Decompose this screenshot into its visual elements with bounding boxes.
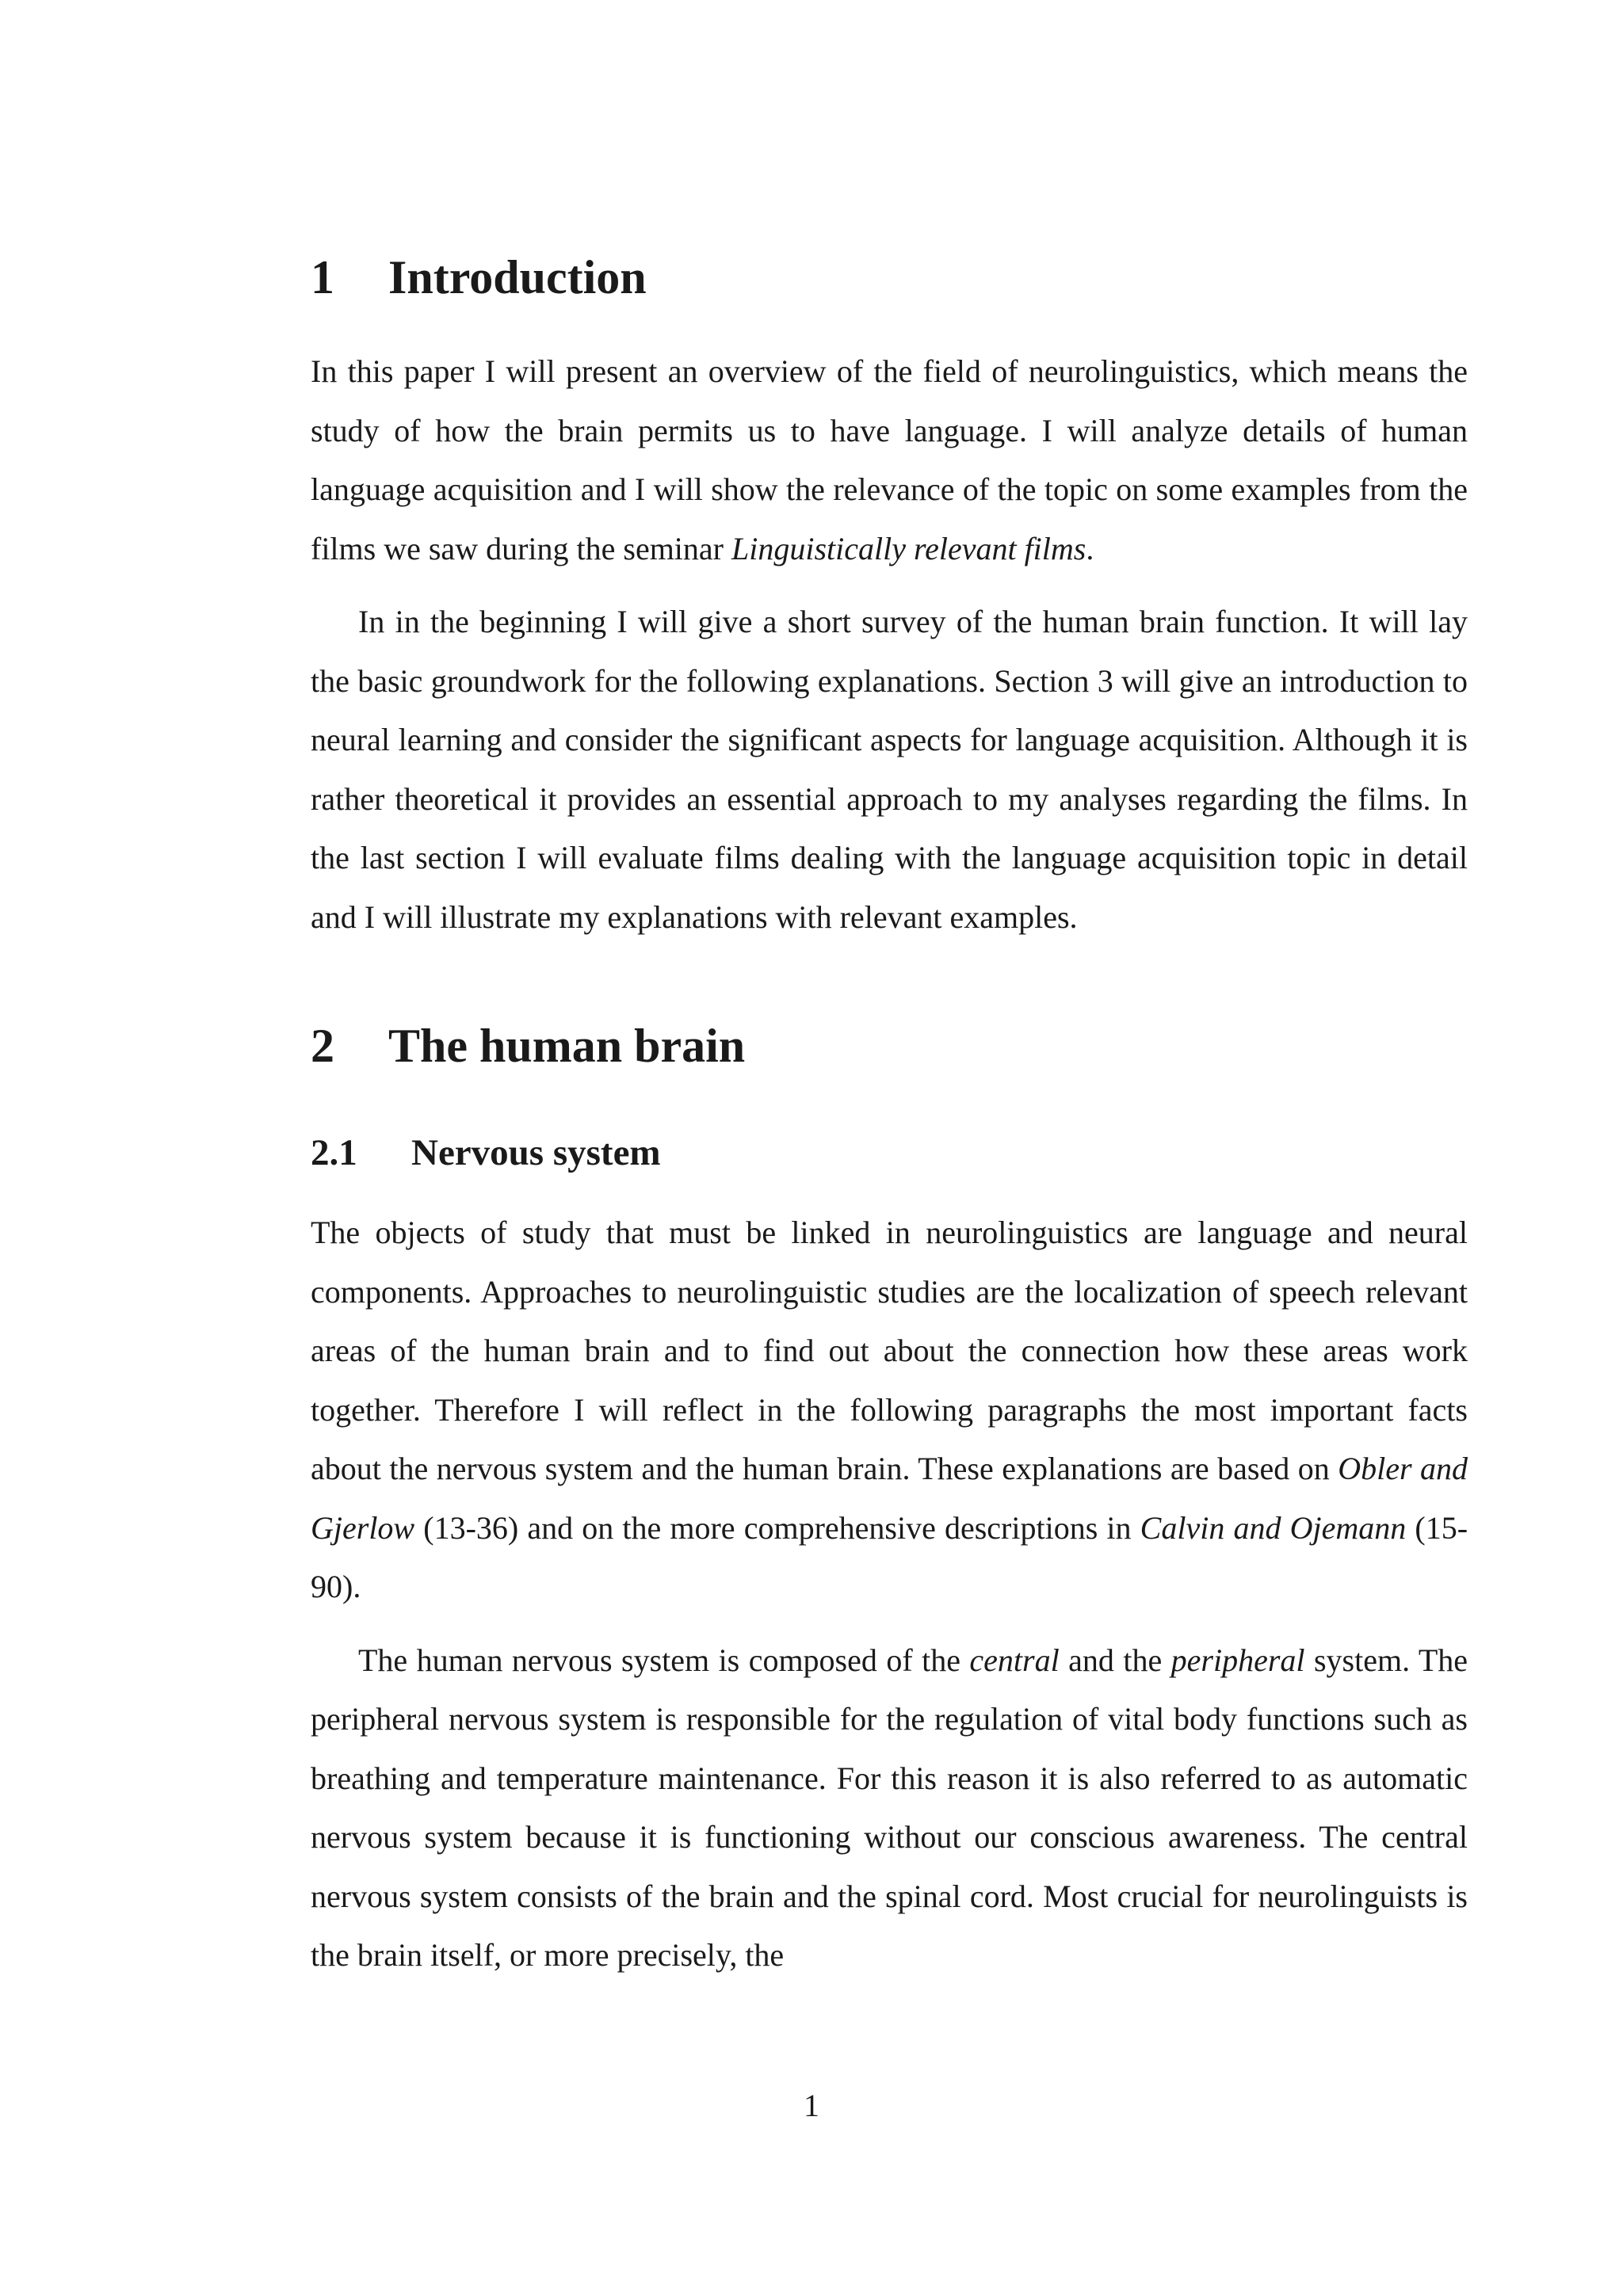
paragraph-text: . — [1086, 530, 1094, 566]
citation-emphasis: Obler and Gjerlow — [311, 1451, 1468, 1546]
paragraph-text: (13-36) and on the more comprehensive descriptions in — [414, 1509, 1140, 1546]
paragraph-text: and the — [1059, 1642, 1171, 1678]
paragraph-text: The human nervous system is composed of the — [358, 1642, 970, 1678]
paragraph-emphasis: Linguistically relevant films — [731, 530, 1086, 566]
section-heading-introduction — [311, 251, 1468, 303]
page-number: 1 — [804, 2088, 819, 2123]
subsection-number: 2.1 — [311, 1132, 357, 1173]
paragraph-text: The objects of study that must be linked in neurolinguistics are language and neural components. Approaches to neurolinguistic studies are the localization of speech relevant areas of the human brain and to find out about the connection how these areas work together. Therefore I will reflect in the following paragraphs the most important facts about the nervous system and the human brain. These explanations are based on — [311, 1215, 1468, 1486]
paragraph — [311, 593, 1468, 947]
paragraph-text: system. The peripheral nervous system is responsible for the regulation of vital body functions such as breathing and temperature maintenance. For this reason it is also referred to as automatic nervous system because it is functioning without our conscious awareness. The central nervous system consists of the brain and the spinal cord. Most crucial for neurolinguists is the brain itself, or more precisely, the — [311, 1642, 1468, 1973]
citation-emphasis: Calvin and Ojemann — [1140, 1509, 1407, 1546]
paragraph-text: In this paper I will present an overview of the field of neurolinguistics, which means the study of how the brain permits us to have language. I will analyze details of human language acquisition and I will show the relevance of the topic on some examples from the films we saw during the seminar — [311, 353, 1468, 566]
paragraph — [311, 342, 1468, 578]
section-heading-human-brain — [311, 1022, 1468, 1070]
paragraph-text: In in the beginning I will give a short survey of the human brain function. It will lay the basic groundwork for the following explanations. Section 3 will give an introduction to neural learning and consider the significant aspects for language acquisition. Although it is rather theoretical it provides an essential approach to my analyses regarding the films. In the last section I will evaluate films dealing with the language acquisition topic in detail and I will illustrate my explanations with relevant examples. — [311, 604, 1468, 935]
paragraph-emphasis: peripheral — [1170, 1642, 1305, 1678]
section-title: The human brain — [388, 1020, 746, 1072]
page-content — [311, 238, 1468, 1985]
section-number: 2 — [311, 1020, 334, 1072]
paragraph-text: (15-90). — [311, 1509, 1468, 1604]
section-number: 1 — [311, 251, 334, 303]
subsection-heading-nervous-system — [311, 1132, 1468, 1173]
paragraph — [311, 1203, 1468, 1617]
subsection-title: Nervous system — [411, 1132, 661, 1173]
section-title: Introduction — [388, 251, 647, 303]
paragraph-emphasis: central — [969, 1642, 1060, 1678]
paragraph — [311, 1631, 1468, 1985]
